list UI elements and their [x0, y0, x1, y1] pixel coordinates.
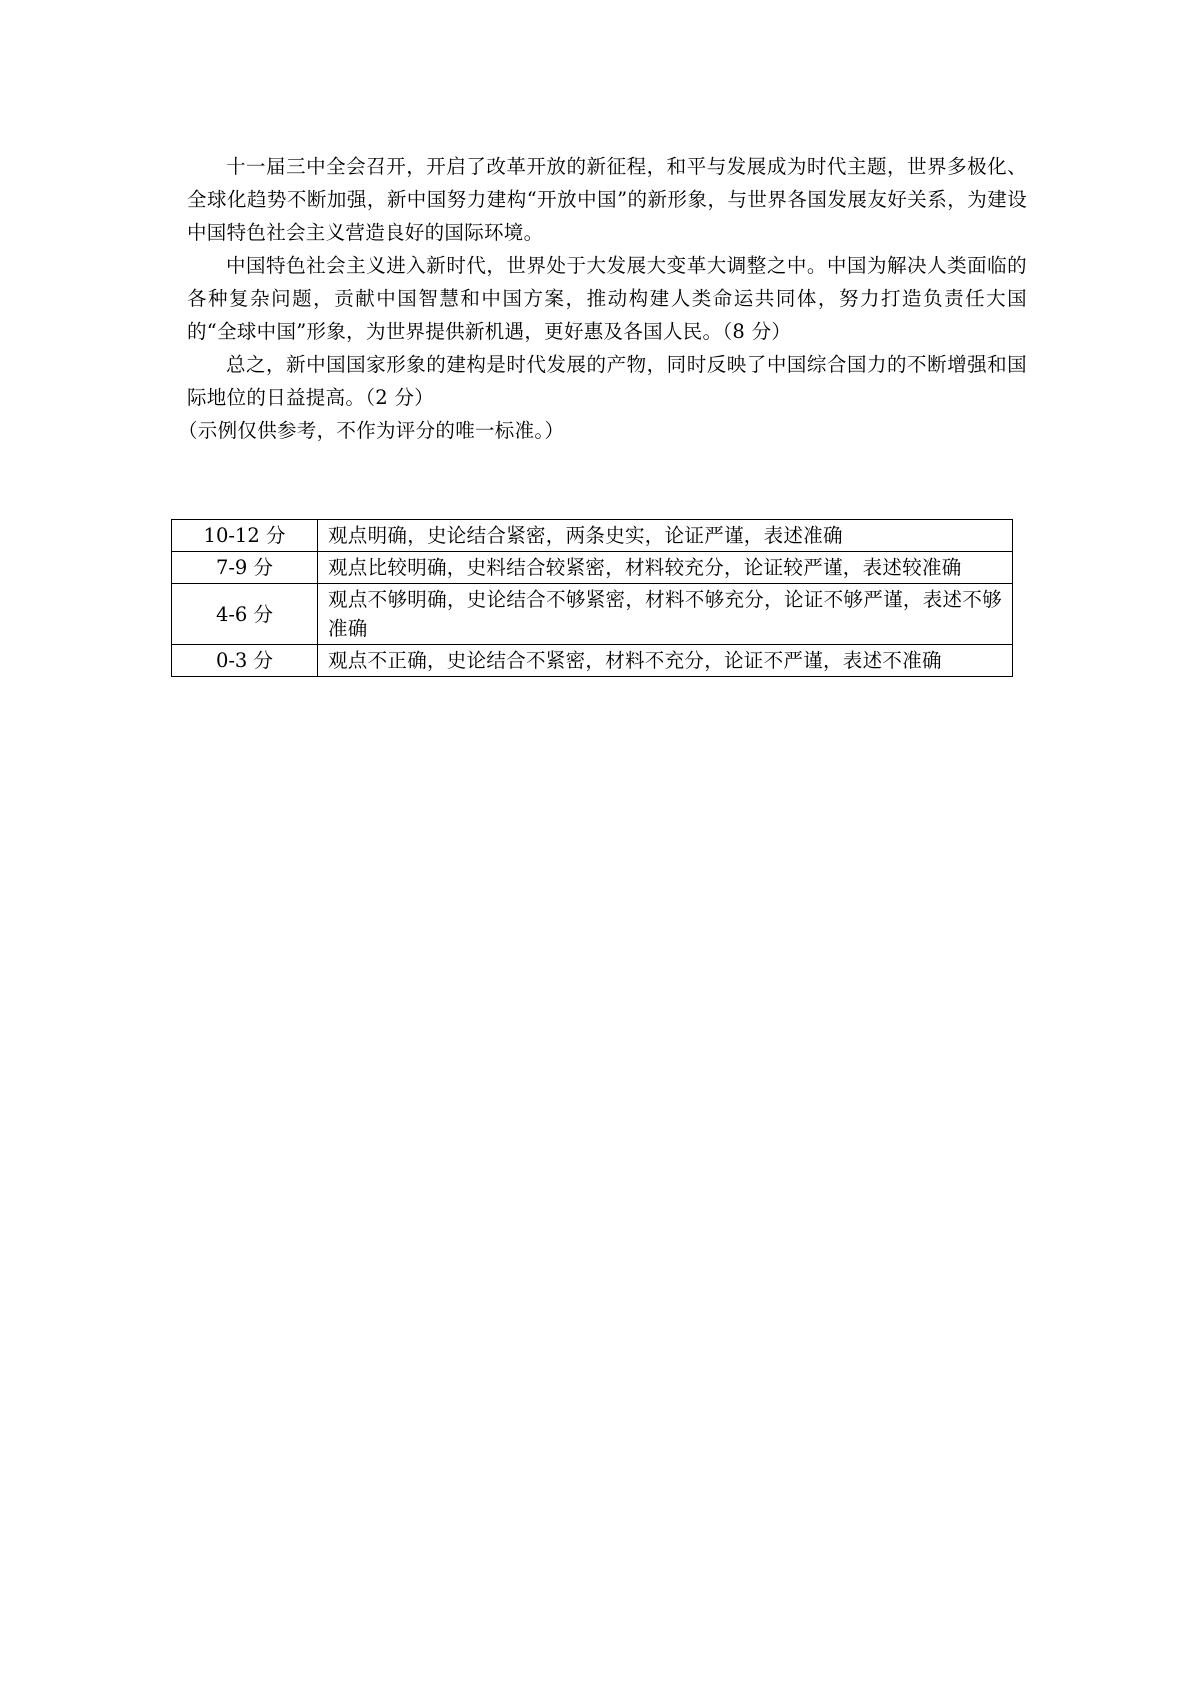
- score-description: 观点比较明确，史料结合较紧密，材料较充分，论证较严谨，表述较准确: [318, 552, 1013, 584]
- score-description: 观点不正确，史论结合不紧密，材料不充分，论证不严谨，表述不准确: [318, 645, 1013, 677]
- score-description: 观点不够明确，史论结合不够紧密，材料不够充分，论证不够严谨，表述不够准确: [318, 584, 1013, 645]
- table-row: [172, 520, 1013, 552]
- score-description: 观点明确，史论结合紧密，两条史实，论证严谨，表述准确: [318, 520, 1013, 552]
- table-row: [172, 552, 1013, 584]
- paragraph-reform-era: 十一届三中全会召开，开启了改革开放的新征程，和平与发展成为时代主题，世界多极化、全球化趋势不断加强，新中国努力建构“开放中国”的新形象，与世界各国发展友好关系，为建设中国特色社会主义营造良好的国际环境。: [187, 155, 1027, 244]
- score-band: 10-12 分: [172, 520, 318, 552]
- score-band: 4-6 分: [172, 584, 318, 645]
- answer-text: [178, 150, 1027, 447]
- paragraph-conclusion: 总之，新中国国家形象的建构是时代发展的产物，同时反映了中国综合国力的不断增强和国际地位的日益提高。（2 分）: [187, 353, 1027, 409]
- score-band: 0-3 分: [172, 645, 318, 677]
- reference-note: （示例仅供参考，不作为评分的唯一标准。）: [178, 419, 565, 442]
- table-row: [172, 645, 1013, 677]
- scoring-rubric-table: [171, 519, 1013, 677]
- paragraph-new-era: 中国特色社会主义进入新时代，世界处于大发展大变革大调整之中。中国为解决人类面临的各种复杂问题，贡献中国智慧和中国方案，推动构建人类命运共同体，努力打造负责任大国的“全球中国”形象，为世界提供新机遇，更好惠及各国人民。（8 分）: [187, 254, 1027, 343]
- score-band: 7-9 分: [172, 552, 318, 584]
- table-row: [172, 584, 1013, 645]
